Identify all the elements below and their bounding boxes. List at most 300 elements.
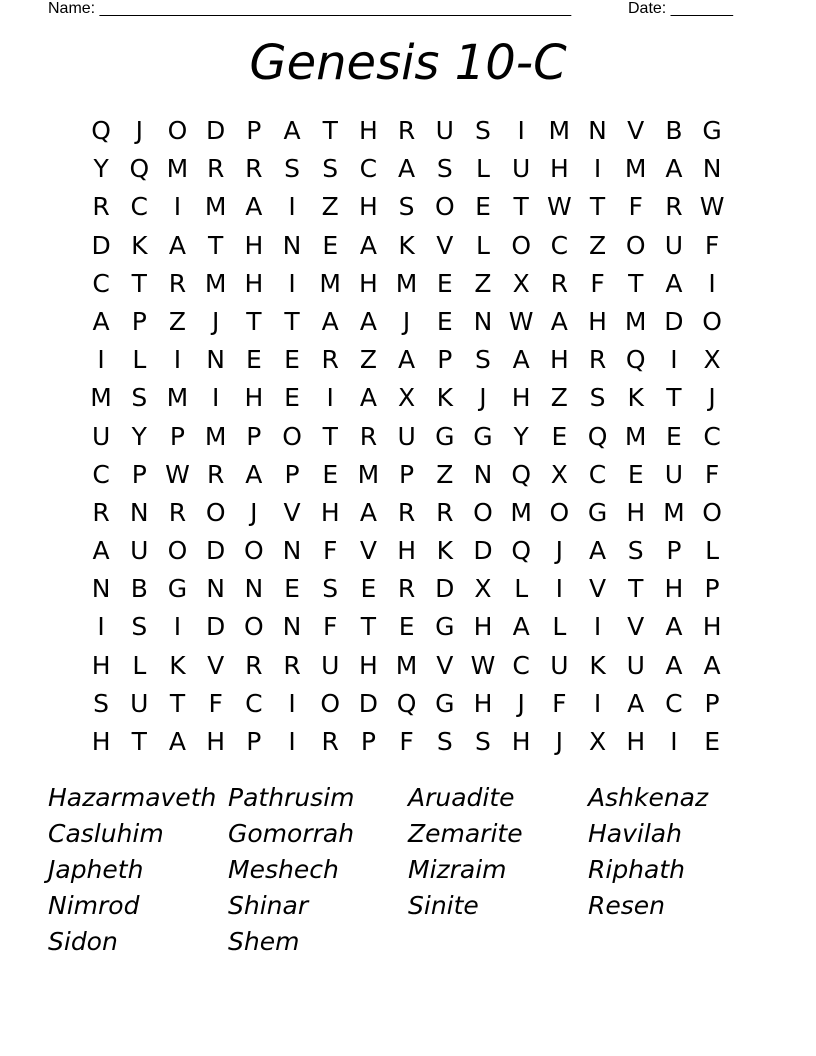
grid-letter: G <box>435 688 455 718</box>
grid-letter: R <box>245 154 263 184</box>
grid-letter: A <box>665 154 683 184</box>
grid-letter: R <box>321 727 339 756</box>
grid-letter: I <box>593 154 602 184</box>
grid-letter: E <box>284 383 300 413</box>
grid-letter: R <box>665 192 683 222</box>
grid-letter: I <box>173 345 182 375</box>
grid-letter: C <box>245 688 263 718</box>
grid-letter: C <box>359 154 378 184</box>
grid-letter: D <box>473 536 493 566</box>
grid-letter: D <box>435 574 455 604</box>
grid-letter: T <box>360 612 377 642</box>
grid-letter: M <box>624 421 647 451</box>
date-field-label: Date: _______ <box>628 0 733 17</box>
grid-letter: R <box>92 192 110 222</box>
grid-letter: A <box>92 536 110 566</box>
word-list-item: Aruadite <box>408 783 515 812</box>
grid-letter: R <box>588 345 607 375</box>
name-field-label: Name: _____________________________________________________ <box>48 0 572 17</box>
grid-letter: N <box>702 154 722 184</box>
grid-letter: M <box>624 306 647 336</box>
grid-letter: T <box>246 306 262 336</box>
grid-letter: C <box>92 268 110 298</box>
grid-letter: V <box>436 650 454 680</box>
grid-letter: Z <box>436 459 454 489</box>
grid-letter: H <box>91 650 111 680</box>
grid-letter: U <box>664 459 684 489</box>
grid-letter: Z <box>550 383 568 413</box>
grid-letter: I <box>517 116 525 145</box>
grid-letter: P <box>131 306 147 336</box>
grid-letter: I <box>593 612 602 642</box>
grid-letter: O <box>473 497 493 527</box>
grid-letter: M <box>663 497 685 527</box>
grid-letter: N <box>588 116 607 145</box>
grid-letter: S <box>131 383 148 413</box>
grid-letter: V <box>436 230 454 260</box>
grid-letter: D <box>358 688 379 718</box>
grid-letter: H <box>359 268 378 298</box>
grid-letter: H <box>359 192 378 222</box>
grid-letter: D <box>206 536 226 566</box>
grid-letter: P <box>246 421 262 451</box>
grid-letter: R <box>359 421 378 451</box>
grid-letter: T <box>666 383 682 413</box>
grid-letter: W <box>546 192 572 222</box>
grid-letter: P <box>704 688 720 718</box>
grid-letter: R <box>168 268 187 298</box>
grid-letter: A <box>283 116 301 145</box>
header <box>48 0 748 20</box>
grid-letter: K <box>169 650 186 680</box>
grid-letter: I <box>670 345 678 375</box>
grid-letter: P <box>284 459 300 489</box>
grid-letter: M <box>357 459 380 489</box>
grid-letter: O <box>244 612 264 642</box>
word-list-item: Pathrusim <box>228 783 355 812</box>
grid-letter: O <box>702 497 722 527</box>
grid-letter: V <box>283 497 301 527</box>
grid-letter: Q <box>511 536 531 566</box>
grid-letter: A <box>398 345 416 375</box>
grid-letter: F <box>552 688 567 718</box>
grid-letter: F <box>399 727 414 756</box>
grid-letter: E <box>360 574 377 604</box>
grid-letter: M <box>510 497 532 527</box>
grid-letter: F <box>208 688 223 718</box>
grid-letter: Q <box>129 154 150 184</box>
grid-letter: M <box>319 268 341 298</box>
grid-letter: S <box>627 536 644 566</box>
grid-letter: D <box>206 612 226 642</box>
grid-letter: A <box>245 459 263 489</box>
grid-letter: H <box>664 574 684 604</box>
grid-letter: A <box>398 154 416 184</box>
grid-letter: S <box>322 574 339 604</box>
grid-letter: H <box>473 612 493 642</box>
grid-letter: C <box>92 459 110 489</box>
grid-letter: S <box>131 612 148 642</box>
grid-letter: E <box>436 268 453 298</box>
word-list-item: Sidon <box>48 927 118 956</box>
grid-letter: O <box>167 116 188 145</box>
grid-letter: G <box>435 612 455 642</box>
grid-letter: V <box>588 574 607 604</box>
grid-letter: E <box>475 192 491 222</box>
grid-letter: A <box>245 192 263 222</box>
grid-letter: M <box>204 268 227 298</box>
grid-letter: H <box>91 727 111 756</box>
grid-letter: A <box>588 536 607 566</box>
grid-letter: E <box>322 230 339 260</box>
grid-letter: H <box>244 383 264 413</box>
grid-letter: A <box>359 497 377 527</box>
grid-letter: H <box>626 727 646 756</box>
grid-letter: I <box>288 727 296 756</box>
grid-letter: S <box>284 154 300 184</box>
grid-letter: X <box>550 459 568 489</box>
grid-letter: J <box>402 306 411 336</box>
grid-letter: Q <box>396 688 417 718</box>
grid-letter: L <box>132 650 147 680</box>
grid-letter: M <box>395 268 418 298</box>
grid-letter: T <box>208 230 224 260</box>
word-list-item: Riphath <box>588 855 685 884</box>
grid-letter: U <box>512 154 531 184</box>
grid-letter: I <box>288 268 296 298</box>
grid-letter: O <box>244 536 264 566</box>
grid-letter: M <box>395 650 418 680</box>
grid-letter: F <box>323 536 338 566</box>
grid-letter: H <box>702 612 722 642</box>
grid-letter: S <box>436 727 453 756</box>
grid-letter: S <box>589 383 606 413</box>
grid-letter: R <box>92 497 110 527</box>
grid-letter: T <box>131 268 147 298</box>
grid-letter: I <box>173 192 182 222</box>
grid-letter: A <box>665 612 683 642</box>
grid-letter: X <box>474 574 492 604</box>
grid-letter: E <box>398 612 415 642</box>
grid-letter: I <box>97 612 105 642</box>
grid-letter: M <box>166 383 189 413</box>
grid-letter: S <box>475 116 491 145</box>
grid-letter: V <box>359 536 377 566</box>
grid-letter: R <box>168 497 187 527</box>
grid-letter: F <box>628 192 643 222</box>
grid-letter: F <box>704 459 720 489</box>
grid-letter: H <box>206 727 226 756</box>
grid-letter: D <box>664 306 684 336</box>
grid-letter: W <box>699 192 725 222</box>
grid-letter: E <box>704 727 720 756</box>
grid-letter: F <box>590 268 605 298</box>
grid-letter: U <box>130 688 149 718</box>
grid-letter: H <box>588 306 607 336</box>
grid-letter: I <box>555 574 564 604</box>
grid-letter: S <box>475 345 491 375</box>
grid-letter: O <box>702 306 722 336</box>
grid-letter: I <box>326 383 334 413</box>
word-list-item: Japheth <box>48 855 144 884</box>
grid-letter: Y <box>513 421 529 451</box>
grid-letter: O <box>167 536 188 566</box>
word-list-item: Meshech <box>228 855 339 884</box>
grid-letter: P <box>131 459 147 489</box>
word-list-item: Mizraim <box>408 855 507 884</box>
grid-letter: G <box>702 116 722 145</box>
grid-letter: O <box>625 230 646 260</box>
grid-letter: L <box>705 536 720 566</box>
grid-letter: R <box>206 459 225 489</box>
grid-letter: M <box>90 383 112 413</box>
grid-letter: M <box>548 116 571 145</box>
grid-letter: A <box>359 230 377 260</box>
word-list-item: Shem <box>228 927 300 956</box>
word-list-item: Shinar <box>228 891 309 920</box>
grid-letter: I <box>97 345 105 375</box>
grid-letter: Y <box>93 154 109 184</box>
grid-letter: S <box>398 192 415 222</box>
grid-letter: A <box>512 612 530 642</box>
grid-letter: A <box>512 345 530 375</box>
grid-letter: N <box>282 612 302 642</box>
grid-letter: J <box>517 688 525 718</box>
grid-letter: B <box>130 574 148 604</box>
grid-letter: C <box>550 230 569 260</box>
grid-letter: K <box>436 536 453 566</box>
grid-letter: J <box>555 536 564 566</box>
grid-letter: P <box>666 536 682 566</box>
grid-letter: C <box>512 650 530 680</box>
grid-letter: M <box>166 154 189 184</box>
grid-letter: J <box>555 727 564 756</box>
grid-letter: H <box>244 268 264 298</box>
grid-letter: S <box>436 154 453 184</box>
grid-letter: L <box>132 345 147 375</box>
grid-letter: R <box>283 650 301 680</box>
grid-letter: H <box>511 727 531 756</box>
grid-letter: D <box>91 230 111 260</box>
word-list-item: Resen <box>588 891 666 920</box>
grid-letter: S <box>93 688 110 718</box>
grid-letter: T <box>322 421 338 451</box>
grid-letter: R <box>397 497 416 527</box>
grid-letter: U <box>91 421 111 451</box>
grid-letter: T <box>628 574 644 604</box>
grid-letter: P <box>704 574 720 604</box>
grid-letter: E <box>627 459 644 489</box>
grid-letter: O <box>282 421 302 451</box>
grid-letter: N <box>282 536 302 566</box>
grid-letter: H <box>549 345 569 375</box>
grid-letter: M <box>624 154 647 184</box>
grid-letter: C <box>665 688 683 718</box>
grid-letter: F <box>323 612 338 642</box>
grid-letter: J <box>250 497 258 527</box>
grid-letter: X <box>512 268 530 298</box>
grid-letter: T <box>169 688 186 718</box>
word-list-item: Gomorrah <box>228 819 355 848</box>
grid-letter: A <box>92 306 110 336</box>
grid-letter: R <box>550 268 569 298</box>
grid-letter: K <box>398 230 415 260</box>
grid-letter: P <box>169 421 185 451</box>
grid-letter: Q <box>625 345 646 375</box>
grid-letter: I <box>211 383 220 413</box>
grid-letter: L <box>552 612 567 642</box>
grid-letter: Z <box>168 306 187 336</box>
grid-letter: K <box>131 230 148 260</box>
grid-letter: Q <box>587 421 608 451</box>
grid-letter: G <box>473 421 493 451</box>
grid-letter: O <box>511 230 531 260</box>
grid-letter: N <box>473 459 493 489</box>
grid-letter: E <box>436 306 453 336</box>
grid-letter: T <box>322 116 338 145</box>
grid-letter: O <box>434 192 455 222</box>
grid-letter: H <box>626 497 646 527</box>
grid-letter: I <box>288 192 296 222</box>
grid-letter: D <box>206 116 226 145</box>
grid-letter: T <box>589 192 606 222</box>
grid-letter: U <box>626 650 645 680</box>
grid-letter: H <box>320 497 340 527</box>
grid-letter: I <box>288 688 296 718</box>
grid-letter: P <box>360 727 376 756</box>
grid-letter: O <box>320 688 341 718</box>
grid-letter: A <box>550 306 568 336</box>
grid-letter: Q <box>511 459 531 489</box>
grid-letter: N <box>206 345 225 375</box>
grid-letter: H <box>473 688 493 718</box>
grid-letter: M <box>204 192 227 222</box>
grid-letter: N <box>244 574 264 604</box>
grid-letter: N <box>473 306 493 336</box>
grid-letter: J <box>479 383 487 413</box>
grid-letter: X <box>398 383 416 413</box>
grid-letter: C <box>703 421 721 451</box>
grid-letter: Z <box>588 230 607 260</box>
grid-letter: B <box>665 116 683 145</box>
grid-letter: I <box>593 688 602 718</box>
grid-letter: H <box>244 230 264 260</box>
grid-letter: G <box>435 421 455 451</box>
grid-letter: G <box>167 574 188 604</box>
grid-letter: P <box>437 345 453 375</box>
grid-letter: P <box>246 727 262 756</box>
grid-letter: N <box>282 230 302 260</box>
grid-letter: A <box>359 306 377 336</box>
grid-letter: H <box>359 650 378 680</box>
grid-letter: R <box>245 650 263 680</box>
grid-letter: T <box>284 306 300 336</box>
grid-letter: H <box>549 154 569 184</box>
grid-letter: I <box>173 612 182 642</box>
grid-letter: J <box>135 116 143 145</box>
grid-letter: H <box>397 536 416 566</box>
grid-letter: C <box>130 192 149 222</box>
grid-letter: K <box>436 383 453 413</box>
grid-letter: W <box>165 459 190 489</box>
grid-letter: H <box>359 116 378 145</box>
grid-letter: R <box>321 345 339 375</box>
grid-letter: A <box>665 650 683 680</box>
grid-letter: T <box>628 268 644 298</box>
grid-letter: A <box>168 727 187 756</box>
grid-letter: A <box>665 268 683 298</box>
grid-letter: S <box>322 154 339 184</box>
grid-letter: L <box>514 574 529 604</box>
word-list-item: Hazarmaveth <box>48 783 217 812</box>
grid-letter: A <box>627 688 645 718</box>
grid-letter: K <box>589 650 606 680</box>
word-list-item: Havilah <box>588 819 682 848</box>
grid-letter: V <box>627 116 645 145</box>
grid-letter: F <box>704 230 720 260</box>
grid-letter: K <box>627 383 644 413</box>
grid-letter: I <box>670 727 678 756</box>
grid-letter: E <box>284 574 300 604</box>
word-list-item: Zemarite <box>408 819 523 848</box>
grid-letter: Y <box>131 421 147 451</box>
grid-letter: V <box>207 650 225 680</box>
page-title: Genesis 10-C <box>249 35 567 91</box>
grid-letter: E <box>551 421 568 451</box>
grid-letter: P <box>246 116 262 145</box>
grid-letter: R <box>206 154 225 184</box>
grid-letter: E <box>666 421 682 451</box>
grid-letter: W <box>470 650 496 680</box>
grid-letter: P <box>399 459 415 489</box>
grid-letter: N <box>91 574 111 604</box>
grid-letter: Z <box>474 268 492 298</box>
grid-letter: V <box>627 612 645 642</box>
grid-letter: T <box>131 727 147 756</box>
grid-letter: C <box>588 459 607 489</box>
word-list <box>48 780 768 960</box>
grid-letter: U <box>397 421 416 451</box>
grid-letter: A <box>359 383 377 413</box>
grid-letter: E <box>245 345 262 375</box>
grid-letter: J <box>708 383 716 413</box>
grid-letter: O <box>549 497 570 527</box>
word-list-item: Casluhim <box>48 819 164 848</box>
grid-letter: L <box>476 230 490 260</box>
grid-letter: R <box>436 497 454 527</box>
grid-letter: X <box>588 727 607 756</box>
word-list-item: Ashkenaz <box>588 783 709 812</box>
grid-letter: O <box>205 497 226 527</box>
grid-letter: N <box>129 497 149 527</box>
grid-letter: X <box>703 345 721 375</box>
word-list-item: Sinite <box>408 891 479 920</box>
grid-letter: J <box>211 306 220 336</box>
grid-letter: S <box>475 727 491 756</box>
grid-letter: R <box>397 574 416 604</box>
grid-letter: R <box>397 116 416 145</box>
grid-letter: L <box>476 154 490 184</box>
letter-grid <box>82 112 731 761</box>
grid-letter: T <box>513 192 529 222</box>
grid-letter: U <box>130 536 149 566</box>
grid-letter: Z <box>359 345 377 375</box>
grid-letter: E <box>322 459 339 489</box>
grid-letter: W <box>508 306 534 336</box>
grid-letter: U <box>664 230 684 260</box>
grid-letter: U <box>435 116 454 145</box>
grid-letter: U <box>321 650 340 680</box>
